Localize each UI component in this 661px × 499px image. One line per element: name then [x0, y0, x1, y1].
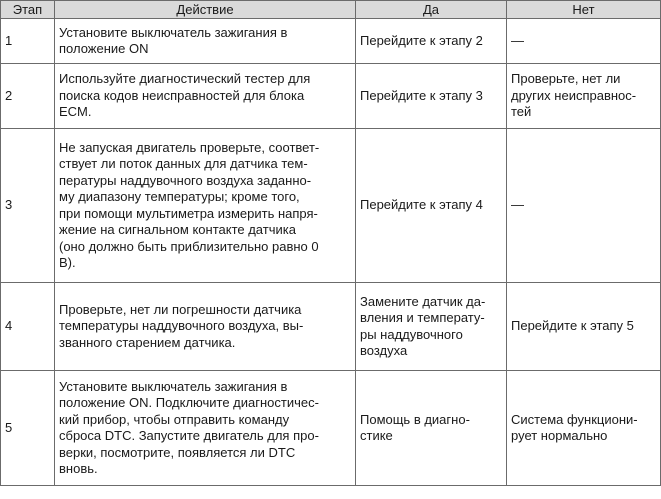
table-row — [1, 129, 661, 283]
action-text: Установите выключатель зажигания в положение ON. Подключите диагностичес- кий прибор, чтобы отправить команду сброса DTC. Запустите двигатель для про- верки, посмотрите, появляется ли DTC вновь. — [55, 371, 356, 486]
action-text: Используйте диагностический тестер для поиска кодов неисправностей для блока ECM. — [55, 64, 356, 129]
yes-outcome: Перейдите к этапу 4 — [356, 129, 507, 283]
action-text: Установите выключатель зажигания в положение ON — [55, 19, 356, 64]
action-text: Не запуская двигатель проверьте, соответ- ствует ли поток данных для датчика тем- пературы наддувочного воздуха заданно- му диапазону температуры; кроме того, при помощи мультиметра измерить напря- жение на сигнальном контакте датчика (оно должно быть приблизительно равно 0 В). — [55, 129, 356, 283]
no-outcome: — — [507, 19, 661, 64]
no-outcome: Перейдите к этапу 5 — [507, 283, 661, 371]
header-action: Действие — [55, 1, 356, 19]
table-row — [1, 64, 661, 129]
no-outcome: Проверьте, нет ли других неисправнос- тей — [507, 64, 661, 129]
no-outcome: — — [507, 129, 661, 283]
action-text: Проверьте, нет ли погрешности датчика температуры наддувочного воздуха, вы- званного старением датчика. — [55, 283, 356, 371]
table-header — [1, 1, 661, 19]
yes-outcome: Перейдите к этапу 2 — [356, 19, 507, 64]
yes-outcome: Помощь в диагно- стике — [356, 371, 507, 486]
step-number: 5 — [1, 371, 55, 486]
header-yes: Да — [356, 1, 507, 19]
table-body — [1, 19, 661, 486]
step-number: 2 — [1, 64, 55, 129]
step-number: 4 — [1, 283, 55, 371]
step-number: 1 — [1, 19, 55, 64]
table-row — [1, 283, 661, 371]
table-row — [1, 371, 661, 486]
header-step: Этап — [1, 1, 55, 19]
yes-outcome: Перейдите к этапу 3 — [356, 64, 507, 129]
table-row — [1, 19, 661, 64]
yes-outcome: Замените датчик да- вления и температу- ры наддувочного воздуха — [356, 283, 507, 371]
step-number: 3 — [1, 129, 55, 283]
header-row — [1, 1, 661, 19]
header-no: Нет — [507, 1, 661, 19]
no-outcome: Система функциони- рует нормально — [507, 371, 661, 486]
